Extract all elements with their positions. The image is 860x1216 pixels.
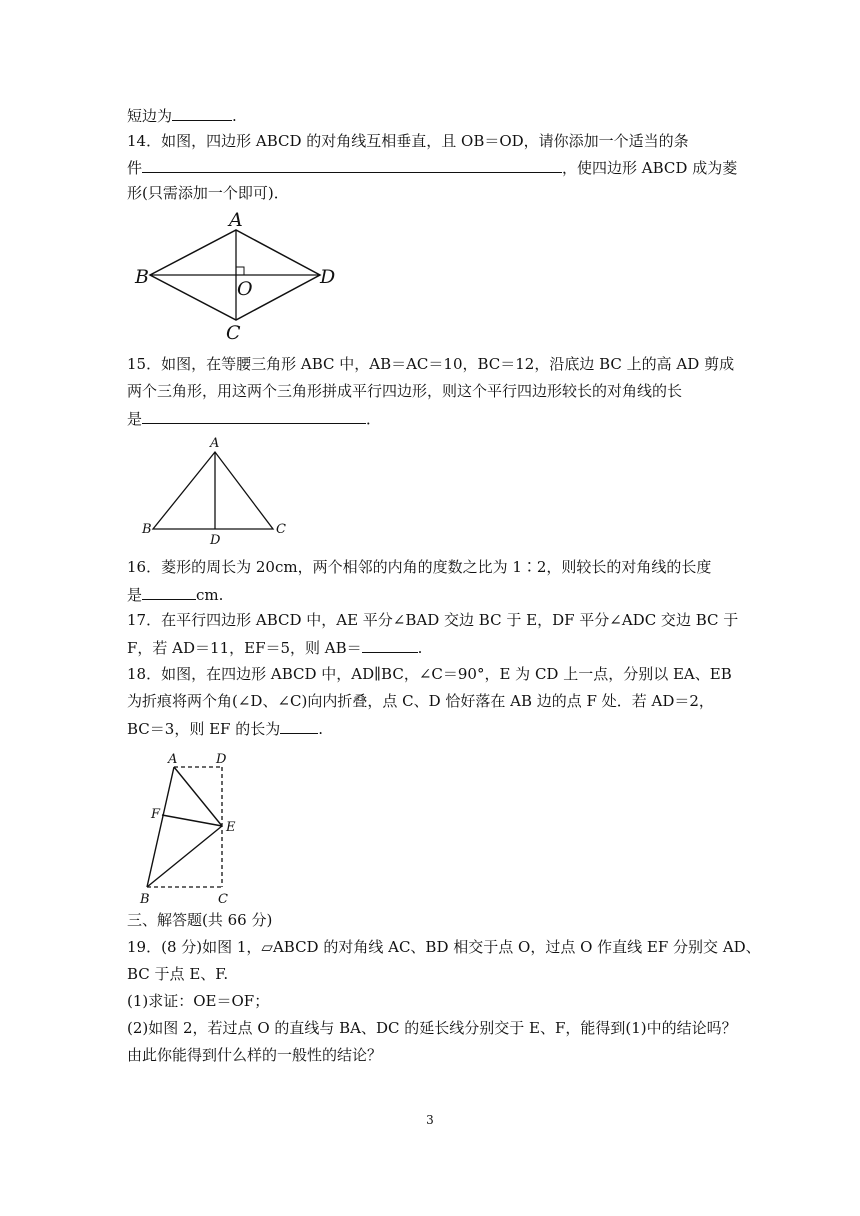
q15-triangle-figure bbox=[138, 432, 298, 547]
q16-line2 bbox=[127, 584, 223, 605]
q14-line3: 形(只需添加一个即可)． bbox=[127, 184, 289, 202]
triangle-abc bbox=[153, 452, 273, 529]
q17-line2-pre: F，若 AD＝11，EF＝5，则 AB＝ bbox=[127, 639, 362, 657]
q16-line2-pre: 是 bbox=[127, 586, 143, 604]
q18-line3-pre: BC＝3，则 EF 的长为 bbox=[127, 720, 281, 738]
label-d: D bbox=[210, 533, 221, 547]
q14-line2 bbox=[127, 157, 737, 178]
label-d: D bbox=[216, 752, 227, 767]
q18-fold-figure bbox=[132, 745, 252, 910]
page-number: 3 bbox=[426, 1113, 434, 1127]
label-f: F bbox=[151, 807, 161, 822]
label-e: E bbox=[226, 820, 236, 835]
q19-line5: 由此你能得到什么样的一般性的结论？ bbox=[127, 1046, 383, 1064]
label-b: B bbox=[140, 892, 150, 907]
label-a: A bbox=[210, 436, 220, 451]
q18-line3-post: . bbox=[318, 720, 323, 738]
q14-answer-blank[interactable] bbox=[142, 157, 562, 173]
q14-line2-pre: 件 bbox=[127, 159, 143, 177]
q19-line1: 19．(8 分)如图 1，▱ABCD 的对角线 AC、BD 相交于点 O，过点 O 作直线 EF 分别交 AD、 bbox=[127, 938, 761, 956]
section-3-heading: 三、解答题(共 66 分) bbox=[127, 911, 273, 929]
label-c: C bbox=[226, 322, 241, 344]
q14-line2-post: ，使四边形 ABCD 成为菱 bbox=[562, 159, 738, 177]
q18-line3 bbox=[127, 718, 323, 739]
q18-line1: 18．如图，在四边形 ABCD 中，AD∥BC，∠C＝90°，E 为 CD 上一点，分别以 EA、EB bbox=[127, 665, 732, 683]
q17-answer-blank[interactable] bbox=[362, 637, 418, 653]
q18-line2: 为折痕将两个角(∠D、∠C)向内折叠，点 C、D 恰好落在 AB 边的点 F 处．若 AD＝2， bbox=[127, 692, 714, 710]
q18-answer-blank[interactable] bbox=[280, 718, 318, 734]
label-c: C bbox=[276, 522, 286, 537]
q17-line2 bbox=[127, 637, 422, 658]
label-b: B bbox=[135, 266, 149, 288]
q19-line4: (2)如图 2，若过点 O 的直线与 BA、DC 的延长线分别交于 E、F，能得到(1)中的结论吗？ bbox=[127, 1019, 737, 1037]
q15-answer-blank[interactable] bbox=[142, 408, 366, 424]
q15-line3 bbox=[127, 408, 381, 429]
q13-tail-text: 短边为 bbox=[127, 107, 173, 125]
label-d: D bbox=[320, 266, 336, 288]
q16-answer-blank[interactable] bbox=[142, 584, 196, 600]
segment-ae bbox=[174, 767, 222, 826]
q17-line1: 17．在平行四边形 ABCD 中，AE 平分∠BAD 交边 BC 于 E，DF 平分∠ADC 交边 BC 于 bbox=[127, 611, 739, 629]
q14-line1: 14．如图，四边形 ABCD 的对角线互相垂直，且 OB＝OD，请你添加一个适当的条 bbox=[127, 132, 689, 150]
q15-line2: 两个三角形，用这两个三角形拼成平行四边形，则这个平行四边形较长的对角线的长 bbox=[127, 382, 683, 400]
q17-line2-post: . bbox=[417, 639, 423, 657]
q15-line3-post: ． bbox=[366, 410, 382, 428]
q15-line3-pre: 是 bbox=[127, 410, 143, 428]
q19-line2: BC 于点 E、F. bbox=[127, 965, 229, 983]
label-a: A bbox=[229, 209, 243, 231]
label-c: C bbox=[218, 892, 228, 907]
q13-tail-end: . bbox=[232, 107, 237, 125]
q14-rhombus-figure bbox=[130, 205, 350, 345]
q13-answer-blank[interactable] bbox=[172, 105, 232, 121]
q16-line1: 16．菱形的周长为 20cm，两个相邻的内角的度数之比为 1∶2，则较长的对角线的长度 bbox=[127, 558, 712, 576]
label-b: B bbox=[142, 522, 152, 537]
q13-tail-line bbox=[127, 105, 237, 126]
label-a: A bbox=[168, 752, 178, 767]
q19-line3: (1)求证：OE＝OF； bbox=[127, 992, 270, 1010]
q15-line1: 15．如图，在等腰三角形 ABC 中，AB＝AC＝10，BC＝12，沿底边 BC 上的高 AD 剪成 bbox=[127, 355, 735, 373]
q16-line2-post: cm. bbox=[196, 586, 224, 604]
right-angle-mark bbox=[236, 267, 244, 275]
segment-fe bbox=[162, 815, 222, 826]
label-o: O bbox=[237, 278, 253, 300]
